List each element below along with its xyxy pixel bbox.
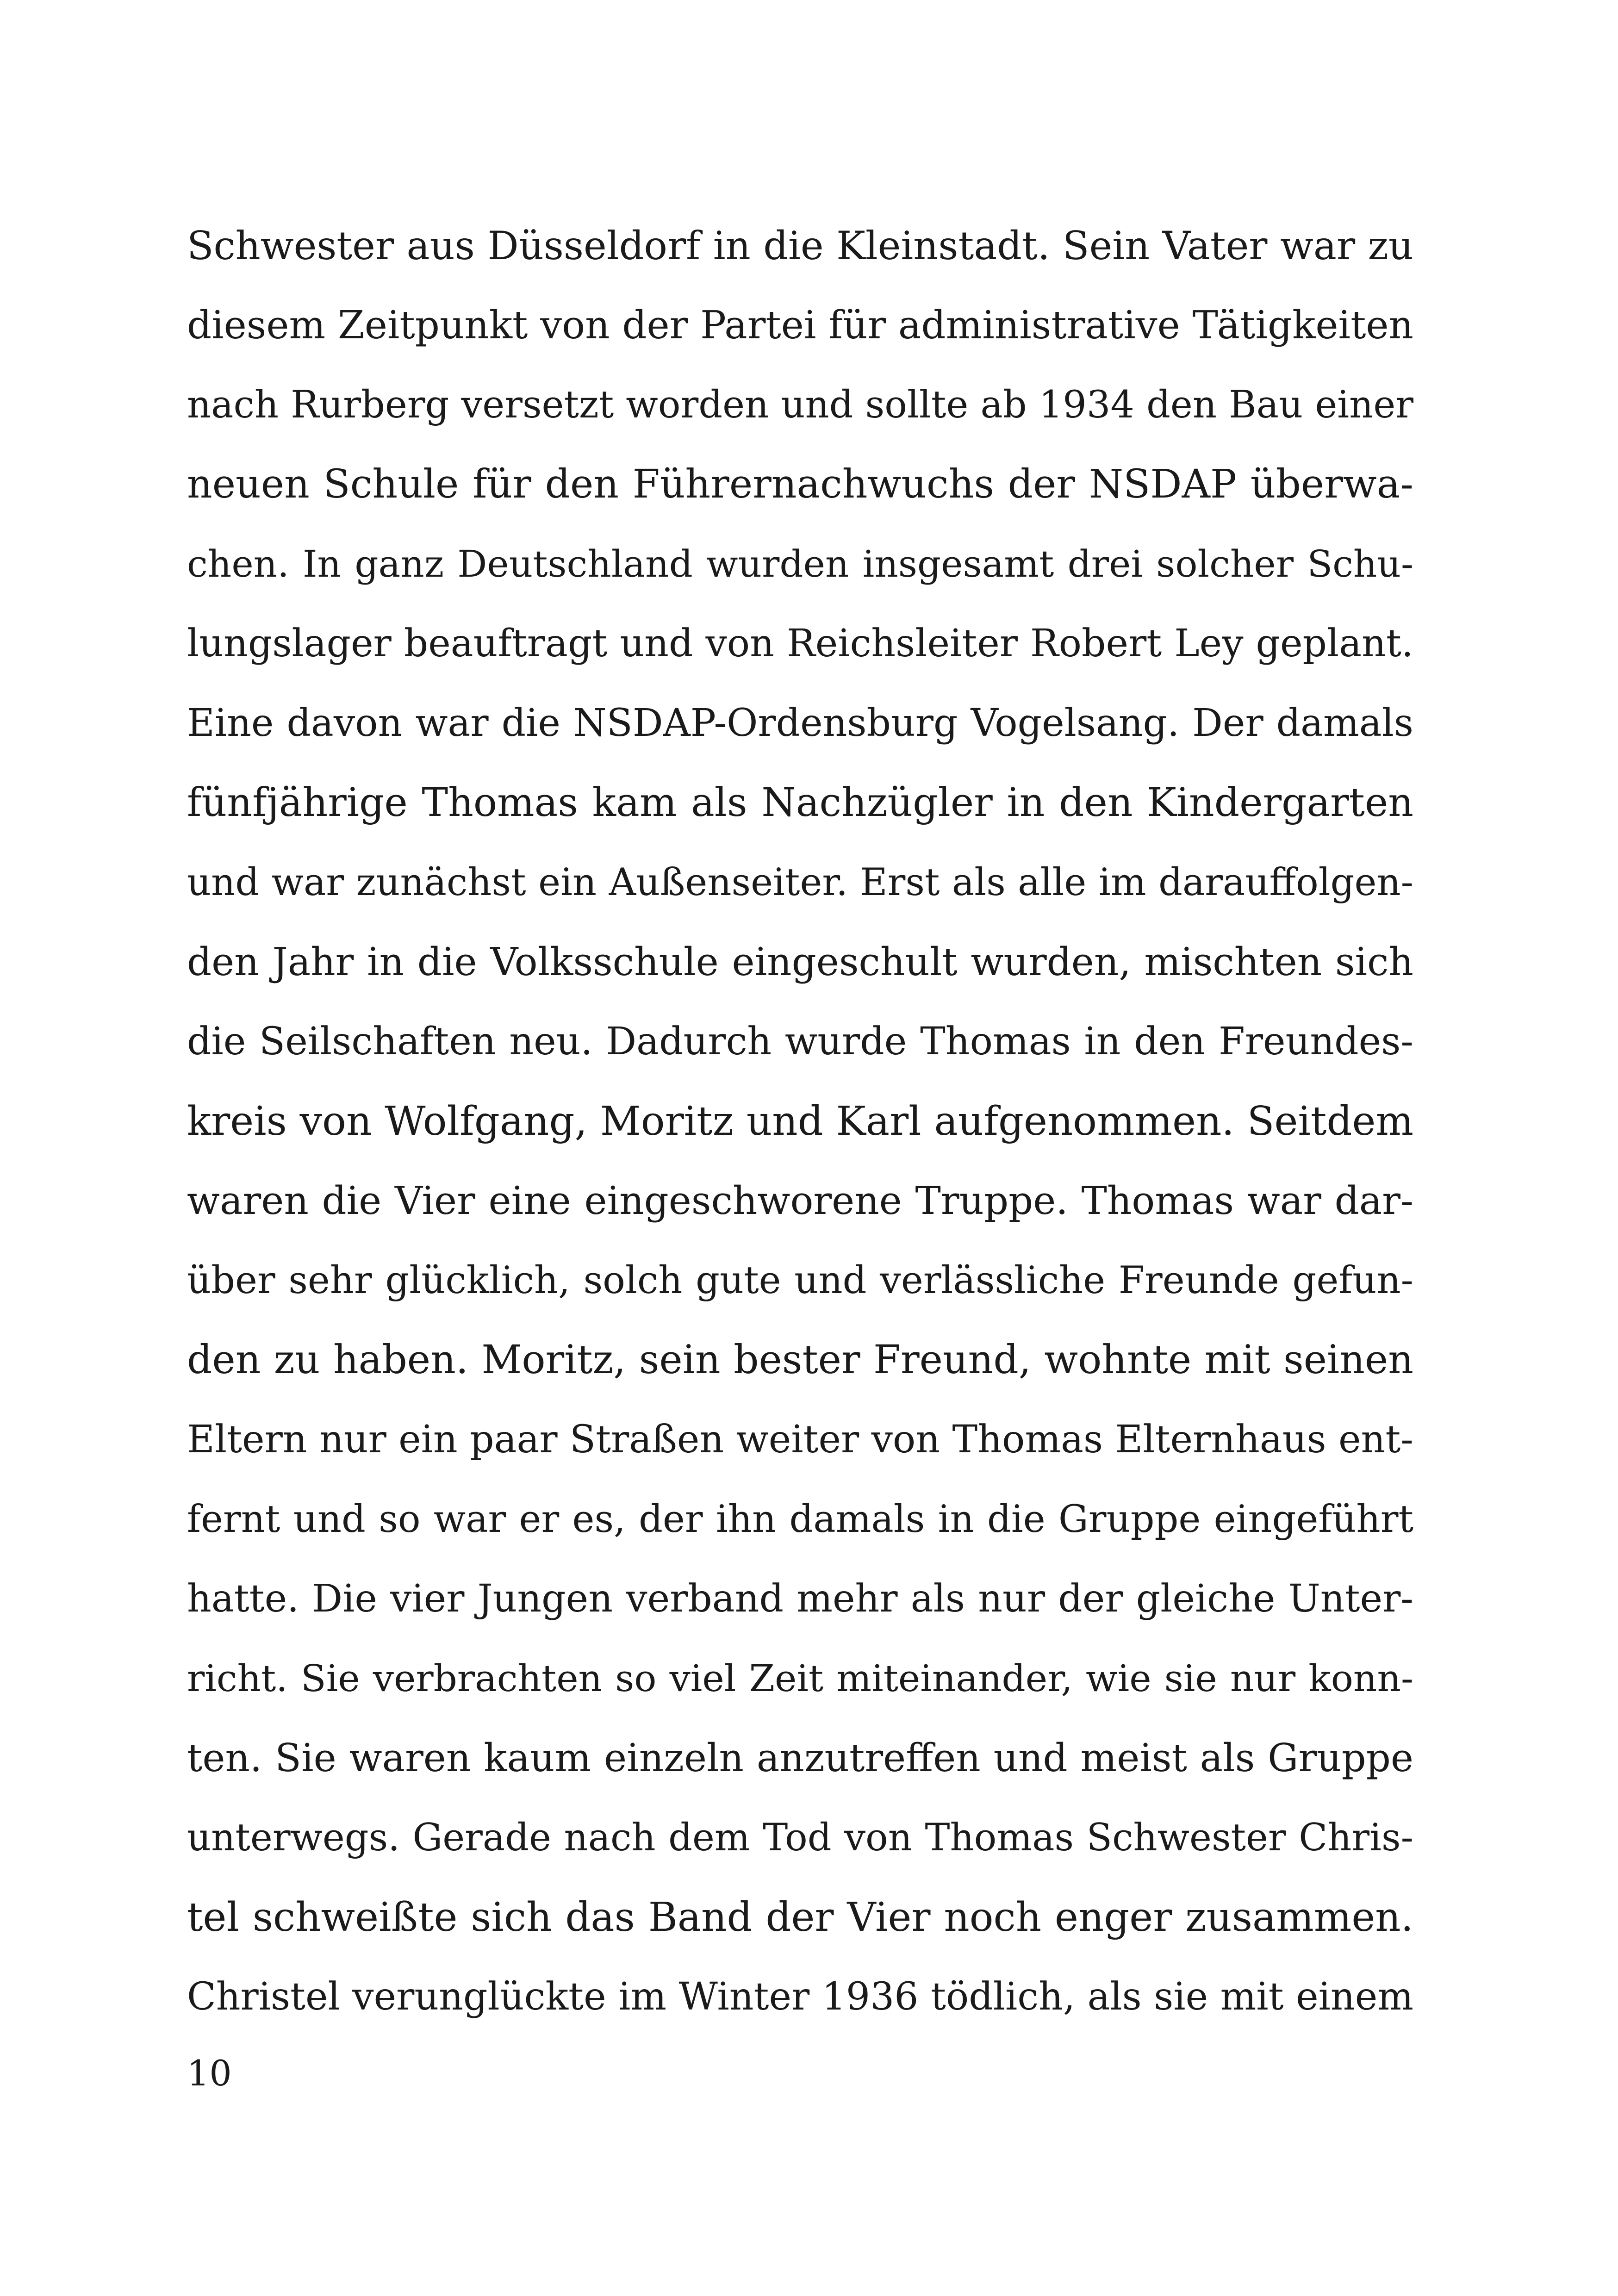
text-line: chen. In ganz Deutschland wurden insgesamt drei solcher Schu- xyxy=(187,542,1413,585)
body-text xyxy=(187,206,1413,2037)
text-line: neuen Schule für den Führernachwuchs der NSDAP überwa- xyxy=(187,461,1413,507)
text-line: hatte. Die vier Jungen verband mehr als nur der gleiche Unter- xyxy=(187,1577,1413,1621)
text-line: ten. Sie waren kaum einzeln anzutreffen und meist als Gruppe xyxy=(187,1736,1413,1780)
text-line: den Jahr in die Volksschule eingeschult wurden, mischten sich xyxy=(187,940,1413,984)
text-line: den zu haben. Moritz, sein bester Freund, wohnte mit seinen xyxy=(187,1337,1413,1383)
text-line: die Seilschaften neu. Dadurch wurde Thomas in den Freundes- xyxy=(187,1020,1413,1064)
text-line: fernt und so war er es, der ihn damals in die Gruppe eingeführt xyxy=(187,1498,1413,1541)
text-line: über sehr glücklich, solch gute und verlässliche Freunde gefun- xyxy=(187,1259,1413,1302)
text-line: lungslager beauftragt und von Reichsleiter Robert Ley geplant. xyxy=(187,622,1413,666)
text-line: Christel verunglückte im Winter 1936 tödlich, als sie mit einem xyxy=(187,1975,1413,2019)
text-line: Eine davon war die NSDAP-Ordensburg Vogelsang. Der damals xyxy=(187,701,1413,745)
text-line: unterwegs. Gerade nach dem Tod von Thomas Schwester Chris- xyxy=(187,1816,1413,1860)
text-line: fünfjährige Thomas kam als Nachzügler in den Kindergarten xyxy=(187,780,1413,826)
text-line: kreis von Wolfgang, Moritz und Karl aufgenommen. Seitdem xyxy=(187,1098,1413,1145)
text-line: und war zunächst ein Außenseiter. Erst als alle im darauffolgen- xyxy=(187,861,1413,904)
text-line: waren die Vier eine eingeschworene Truppe. Thomas war dar- xyxy=(187,1178,1413,1223)
text-line: tel schweißte sich das Band der Vier noch enger zusammen. xyxy=(187,1894,1413,1941)
text-line: Eltern nur ein paar Straßen weiter von Thomas Elternhaus ent- xyxy=(187,1418,1413,1462)
page-number: 10 xyxy=(187,2053,232,2094)
text-line: nach Rurberg versetzt worden und sollte ab 1934 den Bau einer xyxy=(187,383,1413,427)
text-line: diesem Zeitpunkt von der Partei für administrative Tätigkeiten xyxy=(187,303,1413,348)
text-line: richt. Sie verbrachten so viel Zeit miteinander, wie sie nur konn- xyxy=(187,1657,1413,1700)
text-line: Schwester aus Düsseldorf in die Kleinstadt. Sein Vater war zu xyxy=(187,223,1413,268)
